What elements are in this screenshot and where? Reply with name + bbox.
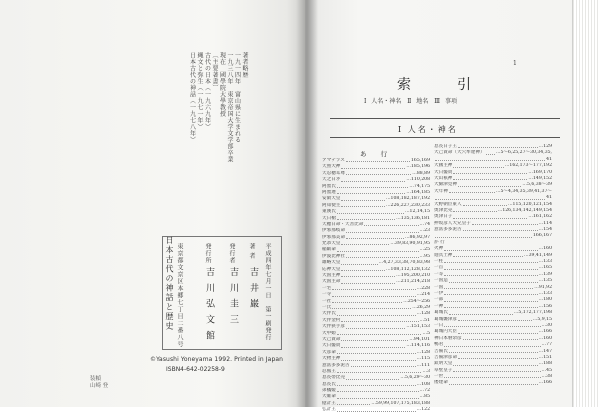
index-term: 一首 [434,265,444,271]
index-pages: …88,89 [412,170,430,176]
index-term: 押坂彦人大兄皇子 [434,220,471,226]
leader-dots [458,182,521,186]
leader-dots [346,228,419,232]
colophon-box [162,236,282,350]
leader-dots [453,176,527,180]
index-pages: …25 [419,247,430,253]
leader-dots [449,349,538,353]
note-line: 縄文と弥生（一九七一年） [196,52,203,130]
leader-dots [486,150,495,154]
isbn: ISBN4-642-02258-9 [166,366,225,373]
leader-dots [337,247,419,251]
index-pages: …95 [419,253,430,259]
index-term: 東漢氏 [322,209,336,215]
index-entry [322,407,430,413]
section-rule-bottom [330,137,560,138]
index-pages: …195,200,210 [396,273,430,279]
index-pages: …38 [541,374,552,380]
index-pages: 41 [546,156,552,162]
index-pages: …59,99,107,175,183,188 [371,400,430,406]
index-term: 忍熊王 [322,368,336,374]
index-term: 一社 [322,298,332,304]
index-term: 大日孁貴 [434,169,453,175]
note-line: 日本古代の神話（一九七八年） [188,52,196,143]
leader-dots [453,208,496,212]
index-term: 火神 [434,246,444,252]
index-pages: …151 [538,354,552,360]
index-pages: …108,112,128,132 [385,266,430,272]
index-term: 大中姫 [322,330,336,336]
index-term: 大綿津見神 [434,182,457,188]
leader-dots [341,177,405,181]
leader-dots [341,241,389,245]
leader-dots [449,380,538,384]
index-term: 阿知使主 [322,202,341,208]
index-pages: …5,9,15 [532,316,552,322]
page-edges [572,0,600,407]
index-pages: …91,92 [534,284,552,290]
note-line: 現在 國學院大學教授 [218,52,226,117]
index-term: 大己貴命（大穴牟遅神） [434,150,485,156]
index-pages: …160 [538,335,552,341]
index-term: 神日本磐余彦 [434,335,462,341]
leader-dots [463,202,507,206]
index-pages: …162,173～177,192 [504,163,552,169]
index-pages: 165,169 [411,158,430,163]
index-term: 阿曇氏 [322,183,336,189]
leader-dots [435,157,545,161]
index-term: 天日槍 [322,215,336,221]
leader-dots [341,260,377,264]
leader-dots [453,163,503,167]
leader-dots [453,368,540,372]
index-term: 大國主神 [434,163,453,169]
leader-dots [453,253,523,257]
leader-dots [337,209,404,213]
leader-dots [337,184,409,188]
leader-dots [337,394,419,398]
index-term: 応神天皇 [322,266,341,272]
index-pages: …85 [419,394,430,400]
index-pages: …5,6,38～39 [522,182,552,188]
leader-dots [449,310,513,314]
index-term: 大野朝臣東人 [434,201,462,207]
note-line: 一九一四年 富山県に生まれる [233,52,241,143]
leader-dots [472,221,538,225]
index-pages: …169,170 [528,169,552,175]
index-pages: …115,120,121,154 [507,201,552,207]
leader-dots [364,222,418,226]
index-pages: …3 [422,368,430,374]
copyright-line: ©Yasushi Yoneyama 1992. Printed in Japan [150,356,284,363]
index-term: 一国造 [434,278,448,284]
index-term: 天照大神 [322,164,341,170]
index-term: アマテラス [322,158,345,163]
leader-dots [458,144,538,148]
leader-dots [337,388,419,392]
leader-dots [444,272,537,276]
leader-dots [346,324,405,328]
index-pages: …165 [538,265,552,271]
index-term: 息長帯比売 [322,375,345,381]
index-term: 伊邪那岐命 [322,228,345,234]
leader-dots [337,190,406,194]
index-term: 息長日子王 [434,144,457,149]
leader-dots [453,214,527,218]
leader-dots [346,171,411,175]
index-pages: …133 [538,290,552,296]
section-rule-top [330,118,560,119]
index-pages: …226,227,230,233 [385,202,430,208]
index-term: 大伴氏 [322,311,336,317]
leader-dots [346,158,410,162]
index-pages: …30 [541,322,552,328]
index-term: 大碓命 [322,394,336,400]
leader-dots [341,273,395,277]
leader-dots [351,363,416,367]
index-pages: …5～4,34,35,39,41,37～ [495,188,552,194]
index-term: 一世 [434,374,444,380]
index-pages: …166 [538,329,552,335]
leader-dots [346,375,399,379]
index-pages: …23 [419,228,430,234]
index-term: 億計王 [322,400,336,406]
book-gutter [296,0,318,407]
leader-dots [449,278,538,282]
index-term: 息長氏 [322,381,336,387]
index-term: 一等 [434,271,444,277]
note-line: 古代の日本（一九六九年） [203,52,211,130]
index-pages: …114 [538,220,552,226]
index-term: 安閑天皇 [322,196,341,202]
colophon-book-title: 日本古代の神話と歴史 [165,236,174,331]
leader-dots [444,297,537,301]
index-term: 天忍穂耳尊 [322,170,345,176]
note-line: 一九三八年 東京帝国大学文学部卒業 [226,52,233,163]
index-pages: …160 [538,246,552,252]
note-line: 著者略歴 [241,52,248,78]
index-term: 奥津日子 [434,214,453,220]
index-term: か 行 [434,239,445,245]
designer-label: 装幀 [90,376,102,382]
index-term: 大国主命 [322,279,341,285]
index-term: 意富多多泥古 [434,227,462,233]
leader-dots [337,216,395,220]
index-pages: …128 [416,311,430,317]
index-term: 大日孁貴 [322,343,341,349]
index-pages: …154 [538,227,552,233]
leader-dots [458,317,532,321]
index-term: 天穂日命・天菩比命 [322,221,364,227]
left-page [0,0,305,407]
index-term: 一寺 [322,292,332,298]
leader-dots [341,267,385,271]
index-term: 鴨君 [434,342,444,348]
index-pages: 166,167 [533,233,552,239]
leader-dots [332,292,415,296]
leader-dots [449,189,495,193]
index-term: 意富多多泥古 [322,362,350,368]
index-pages: …185,196 [406,164,430,170]
index-pages: …126,134,142,149,154 [497,207,552,213]
author-name: 吉 井 巌 [248,267,258,310]
leader-dots [337,382,416,386]
index-pages: …74 [419,221,430,227]
publisher-label-2: 発行所 [204,243,211,264]
index-term: 一伊 [434,290,444,296]
index-pages: 41 [546,195,552,201]
leader-dots [463,336,538,340]
index-term: 一神 [434,303,444,309]
index-pages: …94,101 [409,336,430,342]
index-title: 索 引 [397,77,487,93]
index-pages: …39,83,90,91,95 [390,241,430,247]
index-pages: …164,185 [406,189,430,195]
index-term: 大国主神 [322,273,341,279]
index-pages: …211,214,218 [396,279,430,285]
index-pages: …114,116 [406,343,430,349]
index-term: 大己貴命 [322,336,341,342]
index-term: 大彦命 [322,349,336,355]
index-term: 一氏 [322,304,332,310]
index-left-column [322,158,430,414]
leader-dots [341,318,418,322]
index-pages: …161,162 [528,214,552,220]
index-pages: …108,182,187,192 [385,196,430,202]
index-pages: …254～256 [403,298,430,304]
column-heading: あ 行 [360,150,394,158]
index-term: 葛城円大臣 [434,329,457,335]
designer-credit [90,376,108,390]
leader-dots [341,279,395,283]
index-term: 一宅 [322,285,332,291]
colophon-notes [188,52,248,212]
leader-dots [332,305,411,309]
index-pages: …128 [416,349,430,355]
index-pages: …12,14,15 [404,209,430,215]
index-pages: …133 [538,259,552,265]
index-right-column [434,144,552,387]
publisher-address: 東京都文京区本郷七丁目二番八号 [176,243,183,348]
index-subtitle: Ⅰ 人名・神名 Ⅱ 地名 Ⅲ 事項 [364,98,457,105]
index-pages: …5～6,25,27～30,34,35, [495,150,552,156]
leader-dots [444,259,537,263]
leader-dots [337,401,371,405]
leader-dots [337,311,416,315]
leader-dots [341,164,405,168]
index-pages: …135 [538,278,552,284]
leader-dots [337,331,422,335]
publisher-person: 吉 川 圭 三 [228,267,238,326]
leader-dots [444,342,540,346]
index-pages: …74,175 [409,183,430,189]
leader-dots [341,196,385,200]
publisher-name: 吉 川 弘 文 館 [204,267,214,342]
index-term: 一日 [434,322,444,328]
index-term: 弟橘媛 [322,388,336,394]
index-pages: …122 [416,407,430,413]
colophon-date: 平成四年七月一日 第一刷発行 [264,243,271,341]
author-label: 著 者 [248,243,255,260]
index-pages: …129 [538,144,552,149]
index-pages: …108 [416,381,430,387]
index-pages: …115 [416,356,430,362]
index-pages: …45 [541,367,552,373]
leader-dots [458,355,538,359]
index-pages: …188 [538,361,552,367]
index-pages: …110,208 [406,177,430,183]
index-pages: …5,172,177,198 [513,310,552,316]
leader-dots [332,299,402,303]
index-pages: …166 [538,380,552,386]
index-term: 吉備氏 [434,348,448,354]
index-term: 葛城氏 [434,310,448,316]
leader-dots [341,343,405,347]
note-line: 〔主要著書〕 [211,52,218,91]
leader-dots [341,203,385,207]
index-term: 倭建命 [434,380,448,386]
leader-dots [444,323,540,327]
leader-dots [346,235,404,239]
index-term: 大年神 [434,188,448,194]
index-pages: …147 [538,348,552,354]
index-pages: …228 [416,285,430,291]
leader-dots [337,369,422,373]
index-pages: …86,92,97 [404,234,430,240]
leader-dots [444,246,537,250]
leader-dots [346,254,419,258]
index-pages: …5 [422,330,430,336]
leader-dots [435,233,532,237]
index-term: 一部 [434,297,444,303]
index-term: 葛城襲津彦 [434,316,457,322]
leader-dots [337,350,416,354]
index-pages: …77 [541,342,552,348]
index-term: 大伴狭手彦 [322,324,345,330]
index-term: 一柱 [434,259,444,265]
index-term: 阿曇連 [322,189,336,195]
index-pages: …151,153 [406,324,430,330]
index-term: 允恭天皇 [322,241,341,247]
index-term: 奥津比売 [434,207,453,213]
index-term: 雄略天皇 [322,260,341,266]
index-pages: …180 [538,297,552,303]
index-term: 迦具土神 [434,252,453,258]
index-pages: …149,152 [528,175,552,181]
leader-dots [444,374,540,378]
index-pages: …26,29 [412,304,430,310]
leader-dots [453,361,537,365]
index-term: 伊波比神社 [322,253,345,259]
leader-dots [444,265,537,269]
leader-dots [444,304,537,308]
leader-dots [444,291,537,295]
index-term: 弘計王 [322,407,336,413]
index-pages: …156 [538,303,552,309]
page-number: 1 [513,60,517,67]
index-term: 大物主神 [322,356,341,362]
index-pages: …135,136,181 [396,215,430,221]
publisher-label: 発行者 [228,243,235,264]
leader-dots [337,407,416,411]
index-entry [434,380,552,386]
index-term: 大山祇神 [434,175,453,181]
leader-dots [341,356,415,360]
leader-dots [332,286,415,290]
index-term: 吉備津彦命 [434,354,457,360]
index-pages: …5,6,29～30 [400,375,430,381]
index-term: 一国 [434,284,444,290]
designer-name: 山崎 登 [90,383,109,389]
index-term: 欽明天皇 [434,361,453,367]
index-pages: …39,41,149 [524,252,552,258]
section-heading: Ⅰ 人名・神名 [398,125,458,134]
leader-dots [453,170,527,174]
index-pages: …72 [419,388,430,394]
leader-dots [458,329,538,333]
index-pages: …51 [419,317,430,323]
leader-dots [435,195,545,199]
leader-dots [341,337,408,341]
index-pages: …4,27,33,38,70,83,98 [378,260,430,266]
index-pages: …139 [538,271,552,277]
index-pages: …111 [416,362,430,368]
index-term: 草壁皇子 [434,367,453,373]
index-term: 稲飯命 [322,247,336,253]
leader-dots [444,285,533,289]
index-term: 大伴金村 [322,317,341,323]
leader-dots [463,227,538,231]
index-term: 伊邪那美命 [322,234,345,240]
index-term: 天之日矛 [322,177,341,183]
index-pages: …214 [416,292,430,298]
